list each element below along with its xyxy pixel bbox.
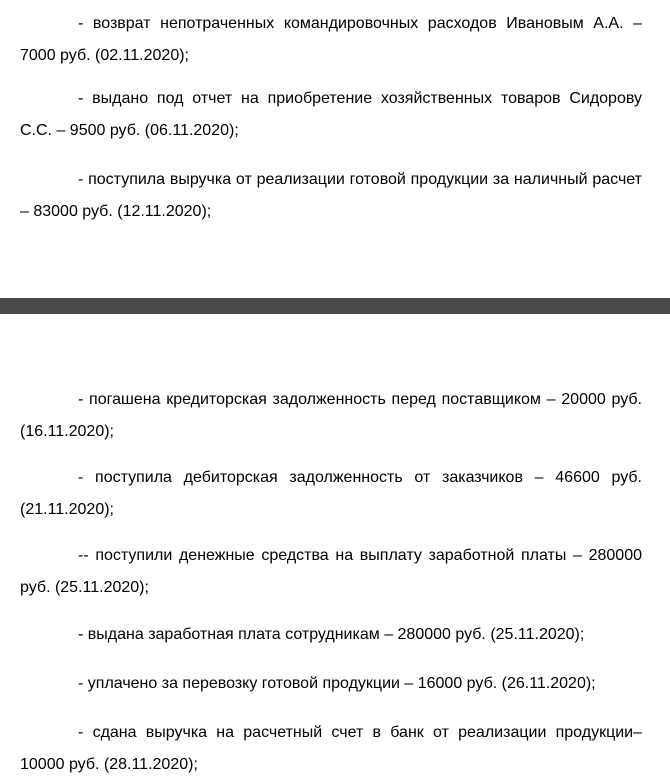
page-break-divider xyxy=(0,298,670,314)
operation-paragraph: -- поступили денежные средства на выплату заработной платы – 280000 руб. (25.11.2020); xyxy=(20,547,642,596)
document-page-1 xyxy=(0,0,670,298)
operation-paragraph: - поступила выручка от реализации готовой продукции за наличный расчет – 83000 руб. (12.11.2020); xyxy=(20,171,642,220)
operation-paragraph: - выдано под отчет на приобретение хозяйственных товаров Сидорову С.С. – 9500 руб. (06.11.2020); xyxy=(20,90,642,139)
operation-paragraph: - сдана выручка на расчетный счет в банк от реализации продукции– 10000 руб. (28.11.2020); xyxy=(20,724,642,773)
operation-paragraph: - уплачено за перевозку готовой продукции – 16000 руб. (26.11.2020); xyxy=(78,675,596,692)
operation-paragraph: - возврат непотраченных командировочных расходов Ивановым А.А. – 7000 руб. (02.11.2020); xyxy=(20,15,642,64)
document-page-2 xyxy=(0,314,670,781)
operation-paragraph: - поступила дебиторская задолженность от заказчиков – 46600 руб. (21.11.2020); xyxy=(20,469,642,518)
operation-paragraph: - погашена кредиторская задолженность перед поставщиком – 20000 руб. (16.11.2020); xyxy=(20,391,642,440)
operation-paragraph: - выдана заработная плата сотрудникам – 280000 руб. (25.11.2020); xyxy=(78,626,585,643)
